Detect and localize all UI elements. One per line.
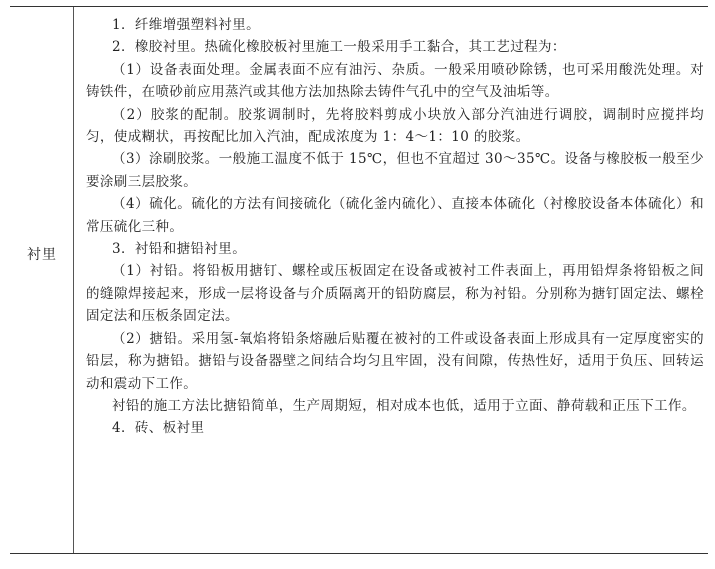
paragraph: （1）衬铅。将铅板用搪钉、螺栓或压板固定在设备或被衬工件表面上，再用铅焊条将铅板之间的缝隙焊接起来，形成一层将设备与介质隔离开的铅防腐层，称为衬铅。分别称为搪钉固定法、螺栓固定法和压板条固定法。	[86, 263, 704, 325]
paragraph: （2）胶浆的配制。胶浆调制时，先将胶料剪成小块放入部分汽油进行调胶，调制时应搅拌均匀，使成糊状，再按配比加入汽油，配成浓度为 1：4～1：10 的胶浆。	[86, 106, 704, 146]
paragraph: 衬铅的施工方法比搪铅简单，生产周期短，相对成本也低，适用于立面、静荷载和正压下工作。	[112, 397, 696, 414]
paragraph: （2）搪铅。采用氢-氧焰将铅条熔融后贴覆在被衬的工件或设备表面上形成具有一定厚度密实的铅层，称为搪铅。搪铅与设备器壁之间结合均匀且牢固，没有间隙，传热性好，适用于负压、回转运动和震动下工作。	[86, 330, 704, 392]
paragraph: 2．橡胶衬里。热硫化橡胶板衬里施工一般采用手工黏合，其工艺过程为：	[112, 39, 566, 56]
paragraph: 3．衬铅和搪铅衬里。	[112, 241, 247, 258]
content-cell	[86, 14, 704, 440]
paragraph: 4．砖、板衬里	[112, 420, 205, 437]
row-label-cell	[10, 7, 74, 553]
paragraph: （3）涂刷胶浆。一般施工温度不低于 15℃，但也不宜超过 30～35℃。设备与橡胶板一般至少要涂刷三层胶浆。	[86, 151, 704, 190]
paragraph: （4）硫化。硫化的方法有间接硫化（硫化釜内硫化）、直接本体硫化（衬橡胶设备本体硫化）和常压硫化三种。	[86, 196, 704, 235]
paragraph: （1）设备表面处理。金属表面不应有油污、杂质。一般采用喷砂除锈，也可采用酸洗处理。对铸铁件，在喷砂前应用蒸汽或其他方法加热除去铸件气孔中的空气及油垢等。	[86, 61, 704, 101]
row-label: 衬里	[27, 247, 57, 263]
content-table	[10, 6, 708, 554]
paragraph: 1．纤维增强塑料衬里。	[112, 17, 260, 33]
